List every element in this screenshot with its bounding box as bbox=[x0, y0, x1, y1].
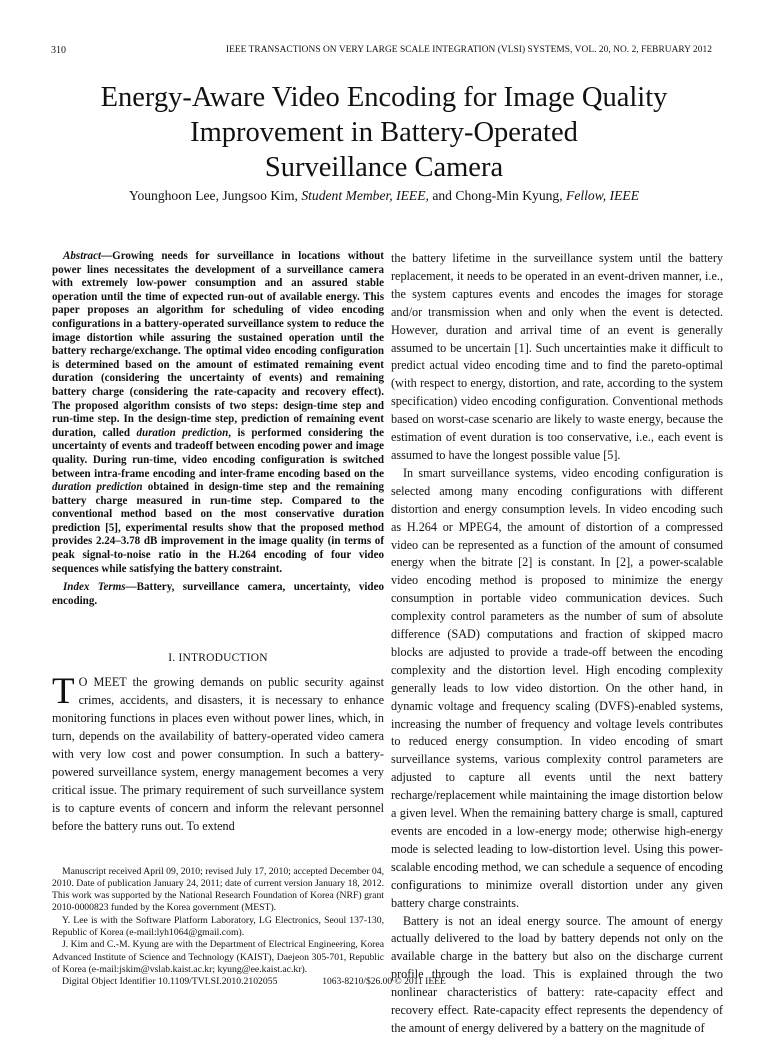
footnote: Manuscript received April 09, 2010; revised July 17, 2010; accepted December 04, 2010. Date of publication January 24, 2011; date of current version January 18, 2012. This work was supported by the National Research Foundation of Korea (NRF) grant 2010-0000823 funded by the Korea government (MEST). bbox=[52, 865, 384, 914]
abstract-emphasis: duration prediction bbox=[52, 481, 143, 494]
abstract-text: obtained in design-time step and the remaining battery charge measured in run-time step. Compared to the conventional method based on the most conservative duration prediction [5], experimental results show that the proposed method provides 2.24–3.78 dB improvement in the image quality (in terms of peak signal-to-noise ratio in the H.264 encoding of four video sequences while satisfying the battery constraint. bbox=[52, 481, 384, 575]
index-terms bbox=[52, 581, 384, 608]
author-name: Jungsoo Kim, bbox=[222, 188, 298, 203]
section-number: I. bbox=[168, 652, 176, 665]
author-membership: Student Member, IEEE, bbox=[301, 188, 429, 203]
doi-footnote: Digital Object Identifier 10.1109/TVLSI.2010.2102055 bbox=[62, 976, 278, 988]
section-title-initial: I bbox=[178, 652, 183, 665]
intro-paragraph bbox=[52, 671, 384, 835]
copyright-footer: 1063-8210/$26.00 © 2011 IEEE bbox=[322, 977, 446, 987]
title-line: Energy-Aware Video Encoding for Image Quality bbox=[100, 82, 668, 113]
author-line bbox=[40, 188, 728, 204]
index-terms-text: Battery, surveillance camera, uncertainty, video encoding. bbox=[52, 581, 384, 607]
abstract-emphasis: duration prediction bbox=[136, 426, 229, 439]
title-line: Improvement in Battery-Operated bbox=[190, 117, 578, 148]
intro-lead: O MEET bbox=[78, 675, 127, 690]
author-name: Younghoon Lee, bbox=[128, 188, 219, 203]
footnote: J. Kim and C.-M. Kyung are with the Department of Electrical Engineering, Korea Advanced Institute of Science and Technology (KAIST), Daejeon 305-701, Republic of Korea (e-mail:jskim@vslab.kaist.ac.kr; kyung@ee.kaist.ac.kr). bbox=[52, 939, 384, 975]
left-column bbox=[52, 250, 384, 989]
journal-running-header: IEEE TRANSACTIONS ON VERY LARGE SCALE INTEGRATION (VLSI) SYSTEMS, VOL. 20, NO. 2, FEBRUARY 2012 bbox=[225, 45, 712, 55]
paper-title bbox=[40, 80, 728, 185]
section-heading bbox=[52, 652, 384, 664]
page-number: 310 bbox=[51, 45, 66, 56]
intro-text: the growing demands on public security against crimes, accidents, and disasters, it is necessary to enhance monitoring functions in places even without power lines, which, in turn, depends on the availability of battery-operated video camera with very low cost and power consumption. In such a battery-powered surveillance system, energy management becomes a very critical issue. The primary requirement of such surveillance system is to capture events of concern and inform the relevant personnel before the battery runs out. To extend bbox=[52, 675, 384, 833]
body-paragraph: the battery lifetime in the surveillance system until the battery replacement, it needs to be operated in an event-driven manner, i.e., the system captures events and encodes the images for storage and/or transmission when and only when the event is detected. However, duration and arrival time of an event is generally assumed to be uncertain [1]. Such uncertainties make it difficult to predict actual video encoding time and to find the pareto-optimal (with respect to energy, distortion, and rate, according to the system specification) video encoding configuration. Conventional methods based on worst-case scenario are likely to waste energy, because the estimation of event duration is too conservative, i.e., each event is assumed to have the longest possible value [5]. bbox=[391, 251, 723, 462]
footnotes bbox=[52, 866, 384, 989]
section-title-rest: NTRODUCTION bbox=[182, 652, 268, 665]
footnote: Y. Lee is with the Software Platform Laboratory, LG Electronics, Seoul 137-130, Republic of Korea (e-mail:lyh1064@gmail.com). bbox=[52, 914, 384, 939]
index-terms-label: Index Terms— bbox=[63, 581, 137, 594]
body-paragraph: Battery is not an ideal energy source. The amount of energy actually delivered to the load by battery depends not only on the available charge in the battery but also on the discharge current profile through the load. This is explained through the two nonlinear characteristics of battery: rate-capacity effect and recovery effect. Rate-capacity effect represents the dependency of the amount of energy delivered by a battery on the magnitude of bbox=[391, 913, 723, 1035]
author-conjunction: and bbox=[432, 188, 452, 203]
drop-cap: T bbox=[52, 671, 75, 713]
abstract-label: Abstract— bbox=[63, 250, 113, 262]
right-column bbox=[391, 250, 723, 1038]
abstract bbox=[52, 250, 384, 576]
body-paragraph: In smart surveillance systems, video encoding configuration is selected among many encoding configurations with different distortion and energy consumption levels. In video encoding such as H.264 or MPEG4, the amount of distortion of a compressed video can be represented as a function of the amount of consumed energy when the bitrate [2] is constant. In [2], a power-scalable video encoding method is proposed to minimize the energy consumption in portable video communication devices. Such complexity control parameters as the number of sum of absolute difference (SAD) computations and fraction of skipped macro blocks are adjusted to provide a trade-off between the encoding complexity and the distortion level. High encoding complexity generally leads to low video distortion. On the other hand, in dynamic voltage and frequency scaling (DVFS)-enabled systems, increasing the number of frequency and voltage levels contributes to reduced energy consumption. In video encoding of smart surveillance systems, various complexity control parameters are adjusted to capture all events until the next battery recharge/replacement while maintaining the image distortion below a given level. When the remaining battery charge is small, captured events are encoded in a low-energy mode; otherwise high-energy mode is selected leading to low-distortion level. Using this power-scalable encoding method, we can schedule a sequence of encoding configurations to minimize overall distortion under any given battery charge constraints. bbox=[391, 465, 723, 910]
abstract-text: Growing needs for surveillance in locations without power lines necessitates the development of a surveillance camera with extremely low-power consumption and an assured stable operation until the time of expected run-out of available energy. This paper proposes an algorithm for scheduling of video encoding configurations in a battery-operated surveillance system to reduce the image distortion while assuring the sustained operation until the battery recharge/exchange. The optimal video encoding configuration is determined based on the amount of estimated remaining event duration (considering the uncertainty of events) and remaining battery charge (considering the rate-capacity and recovery effect). The proposed algorithm consists of two steps: design-time step and run-time step. In the design-time step, prediction of remaining event duration, called bbox=[52, 250, 384, 439]
author-name: Chong-Min Kyung, bbox=[455, 188, 563, 203]
title-line: Surveillance Camera bbox=[264, 152, 504, 183]
abstract-text: , is performed considering the uncertainty of events and tradeoff between encoding power and image quality. During run-time, video encoding configuration is switched between intra-frame encoding and inter-frame encoding based on the bbox=[52, 426, 384, 480]
author-membership: Fellow, IEEE bbox=[566, 188, 640, 203]
